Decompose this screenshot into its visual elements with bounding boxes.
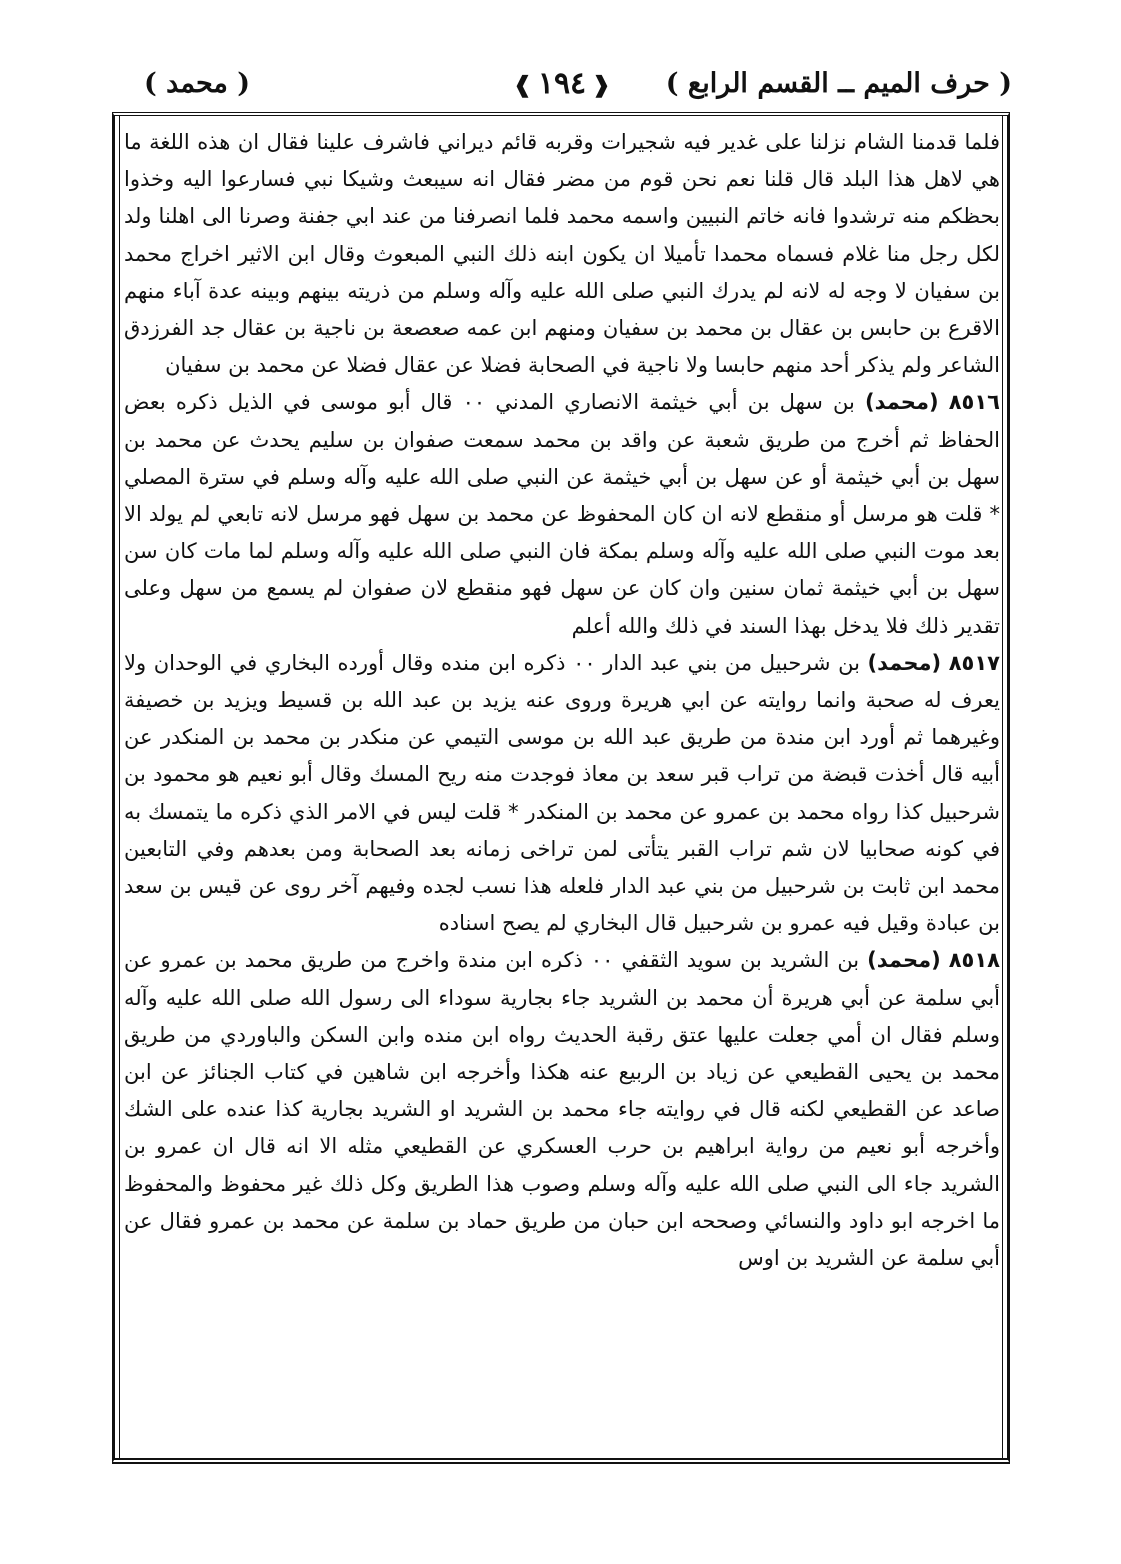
running-head: ( محمد ): [144, 68, 251, 99]
entry-name: (محمد): [867, 948, 941, 973]
page-number: [507, 66, 616, 101]
entry-8518: [124, 942, 1000, 1277]
entry-8516: [124, 384, 1000, 644]
entry-number: ٨٥١٦: [948, 390, 1000, 415]
section-title: ( حرف الميم ــ القسم الرابع ): [665, 68, 1012, 99]
entry-number: ٨٥١٨: [948, 948, 1000, 973]
text-body: [124, 124, 1000, 1277]
entry-text: بن الشريد بن سويد الثقفي ٠٠ ذكره ابن مندة واخرج من طريق محمد بن عمرو عن أبي سلمة عن أبي هريرة أن محمد بن الشريد جاء بجارية سوداء الى رسول الله صلى الله عليه وآله وسلم فقال ان أمي جعلت عليها عتق رقبة الحديث رواه ابن منده وابن السكن والباوردي من طريق محمد بن يحيى القطيعي عن زياد بن الربيع عنه هكذا وأخرجه ابن شاهين في كتاب الجنائز عن ابن صاعد عن القطيعي لكنه قال في روايته جاء محمد بن الشريد او الشريد بجارية كذا عنده على الشك وأخرجه أبو نعيم من رواية ابراهيم بن حرب العسكري عن القطيعي مثله الا انه قال ان عمرو بن الشريد جاء الى النبي صلى الله عليه وآله وسلم وصوب هذا الطريق وكل ذلك غير محفوظ والمحفوظ ما اخرجه ابو داود والنسائي وصححه ابن حبان من طريق حماد بن سلمة عن محمد بن عمرو فقال عن أبي سلمة عن الشريد بن اوس: [124, 948, 1000, 1271]
ornament-right-icon: ❱: [592, 72, 611, 98]
frame-inner-rule-left: [119, 116, 120, 1458]
page-number-text: ١٩٤: [537, 66, 587, 101]
entry-text: بن شرحبيل من بني عبد الدار ٠٠ ذكره ابن منده وقال أورده البخاري في الوحدان ولا يعرف له صحبة وانما روايته عن ابي هريرة وروى عنه يزيد بن عبد الله بن قسيط ويزيد بن خصيفة وغيرهما ثم أورد ابن مندة من طريق عبد الله بن موسى التيمي عن منكدر بن محمد بن المنكدر عن أبيه قال أخذت قبضة من تراب قبر سعد بن معاذ فوجدت منه ريح المسك وقال أبو نعيم هو محمود بن شرحبيل كذا رواه محمد بن عمرو عن محمد بن المنكدر * قلت ليس في الامر الذي ذكره ما يتمسك به في كونه صحابيا لان شم تراب القبر يتأتى لمن تراخى زمانه بعد الصحابة ومن بعدهم وفي التابعين محمد ابن ثابت بن شرحبيل من بني عبد الدار فلعله هذا نسب لجده وفيهم آخر روى عن قيس بن سعد بن عبادة وقيل فيه عمرو بن شرحبيل قال البخاري لم يصح اسناده: [124, 650, 1000, 936]
ornament-left-icon: ❰: [513, 72, 532, 98]
paragraph-text: فلما قدمنا الشام نزلنا على غدير فيه شجيرات وقربه قائم ديراني فاشرف علينا فقال ان هذه اللغة ما هي لاهل هذا البلد قال قلنا نعم نحن قوم من مضر فقال انه سيبعث وشيكا نبي فسارعوا اليه وخذوا بحظكم منه ترشدوا فانه خاتم النبيين واسمه محمد فلما انصرفنا من عند ابي جفنة وصرنا الى اهلنا ولد لكل رجل منا غلام فسماه محمدا تأميلا ان يكون ابنه ذلك النبي المبعوث وقال ابن الاثير اخراج محمد بن سفيان لا وجه له لانه لم يدرك النبي صلى الله عليه وآله وسلم من ذريته بينهم وبينه عدة آباء منهم الاقرع بن حابس بن عقال بن محمد بن سفيان ومنهم ابن عمه صعصعة بن ناجية بن عقال جد الفرزدق الشاعر ولم يذكر أحد منهم حابسا ولا ناجية في الصحابة فضلا عن عقال فضلا عن محمد بن سفيان: [124, 130, 1000, 378]
page-header: [112, 62, 1012, 110]
entry-name: (محمد): [865, 390, 939, 415]
continuation-paragraph: [124, 124, 1000, 384]
entry-name: (محمد): [867, 650, 942, 675]
entry-8517: [124, 645, 1000, 943]
frame-inner-rule-right: [1002, 116, 1003, 1458]
entry-text: بن سهل بن أبي خيثمة الانصاري المدني ٠٠ قال أبو موسى في الذيل ذكره بعض الحفاظ ثم أخرج من طريق شعبة عن واقد بن محمد سمعت صفوان بن سليم يحدث عن محمد بن سهل بن أبي خيثمة أو عن سهل بن أبي خيثمة عن النبي صلى الله عليه وآله وسلم في سترة المصلي * قلت هو مرسل أو منقطع لانه ان كان المحفوظ عن محمد بن سهل فهو مرسل لانه تابعي لم يولد الا بعد موت النبي صلى الله عليه وآله وسلم بمكة فان النبي صلى الله عليه وآله وسلم لما مات كان سن سهل بن أبي خيثمة ثمان سنين وان كان عن سهل فهو منقطع لان صفوان لم يسمع من سهل وعلى تقدير ذلك فلا يدخل بهذا السند في ذلك والله أعلم: [124, 390, 1000, 638]
entry-number: ٨٥١٧: [948, 650, 1000, 675]
